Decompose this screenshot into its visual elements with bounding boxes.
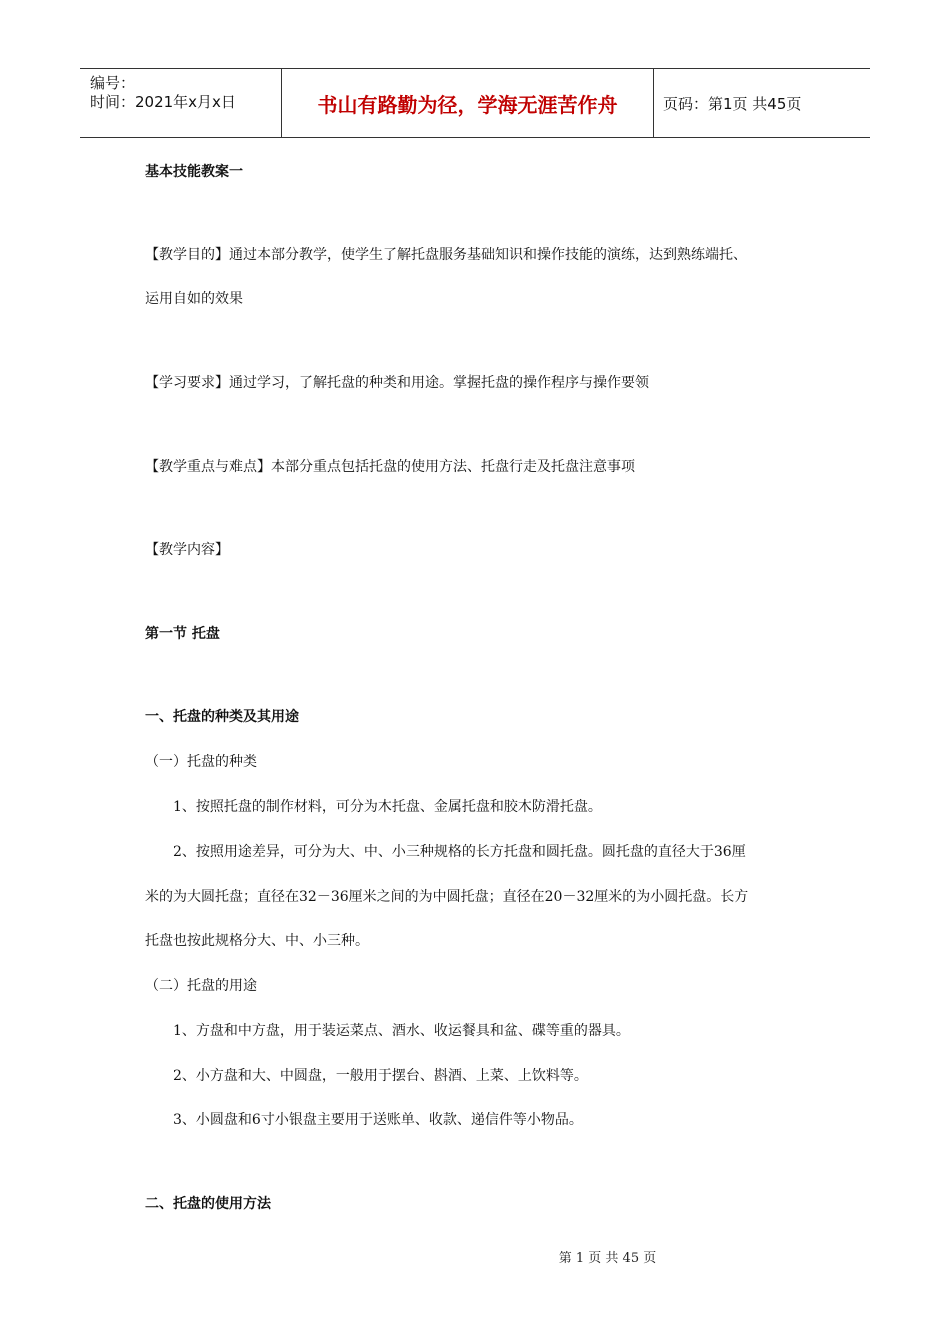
header-meta-cell [80,69,282,137]
list-item: 1、方盘和中方盘，用于装运菜点、酒水、收运餐具和盆、碟等重的器具。 [173,1023,630,1039]
page-footer [0,1247,950,1266]
heading-1: 一、托盘的种类及其用途 [145,709,299,725]
subheading-1: （一）托盘的种类 [145,754,257,770]
subheading-2: （二）托盘的用途 [145,978,257,994]
list-item: 2、小方盘和大、中圆盘，一般用于摆台、斟酒、上菜、上饮料等。 [173,1068,588,1084]
objective-text-cont: 运用自如的效果 [145,291,243,307]
list-item-cont: 米的为大圆托盘；直径在32－36厘米之间的为中圆托盘；直径在20－32厘米的为小圆托盘。长方 [145,889,749,905]
header-table [80,68,870,138]
list-item-cont: 托盘也按此规格分大、中、小三种。 [145,933,369,949]
footer-page-number: 第 1 页 共 45 页 [558,1251,657,1266]
list-item: 2、按照用途差异，可分为大、中、小三种规格的长方托盘和圆托盘。圆托盘的直径大于36厘 [173,844,746,860]
header-motto: 书山有路勤为径，学海无涯苦作舟 [282,69,654,137]
list-item: 1、按照托盘的制作材料，可分为木托盘、金属托盘和胶木防滑托盘。 [173,799,602,815]
number-label: 编号： [90,74,136,92]
doc-title: 基本技能教案一 [145,164,243,180]
objective-text: 【教学目的】通过本部分教学，使学生了解托盘服务基础知识和操作技能的演练，达到熟练端托、 [145,247,747,263]
requirement-text: 【学习要求】通过学习，了解托盘的种类和用途。掌握托盘的操作程序与操作要领 [145,375,649,391]
content-label: 【教学内容】 [145,542,229,558]
heading-2: 二、托盘的使用方法 [145,1196,271,1212]
key-points-text: 【教学重点与难点】本部分重点包括托盘的使用方法、托盘行走及托盘注意事项 [145,459,635,475]
date-label: 时间：2021年x月x日 [90,93,236,111]
section-heading: 第一节 托盘 [145,626,220,642]
header-page-info: 页码：第1页 共45页 [663,94,802,113]
list-item: 3、小圆盘和6寸小银盘主要用于送账单、收款、递信件等小物品。 [173,1112,583,1128]
